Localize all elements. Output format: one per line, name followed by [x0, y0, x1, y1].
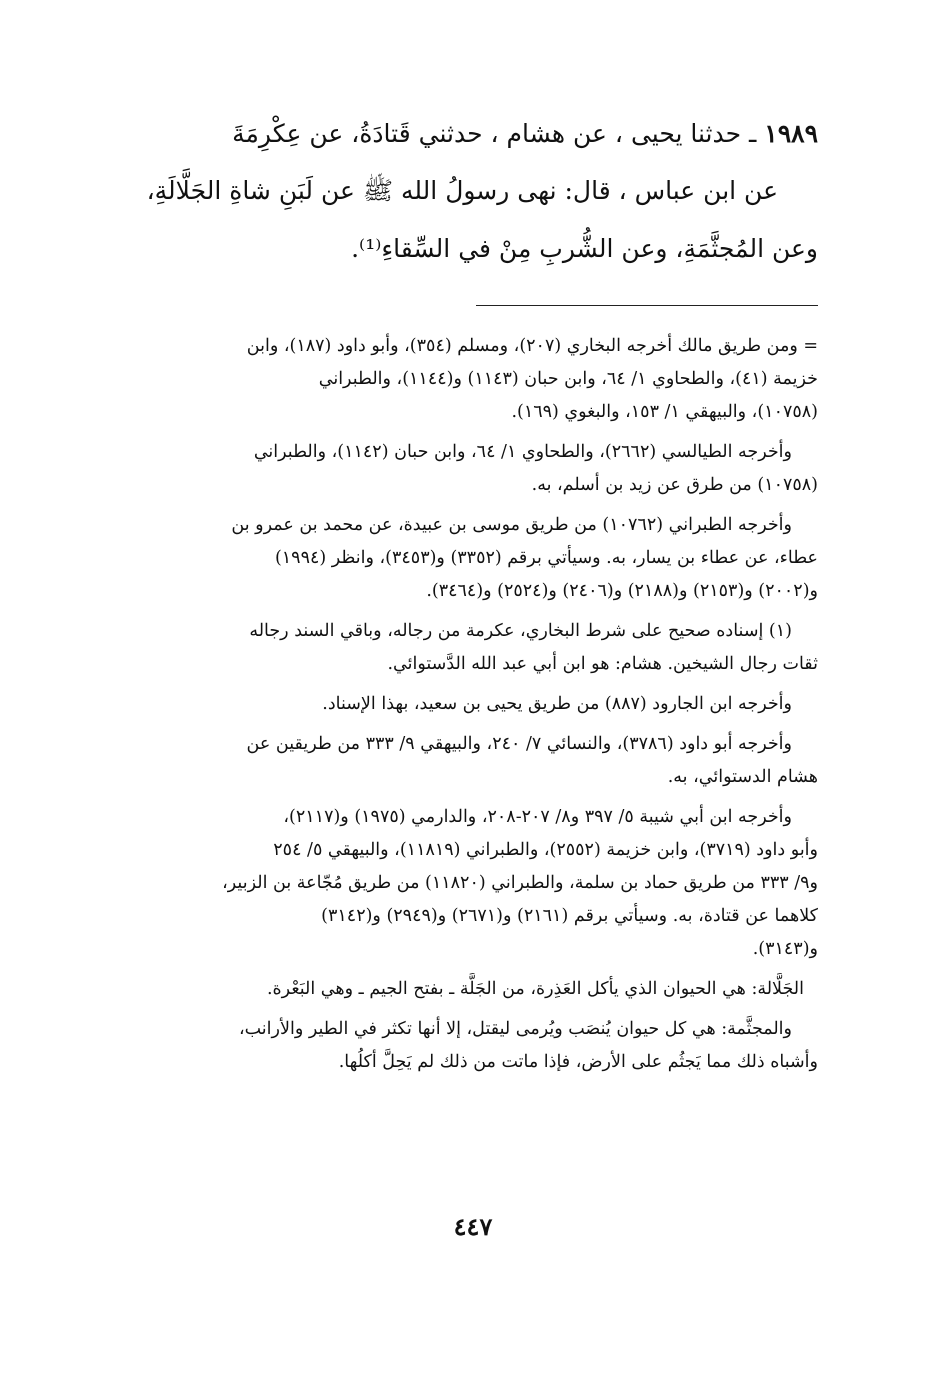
hadith-line-1: [118, 112, 818, 156]
footnote-line: (١٠٧٥٨) من طرق عن زيد بن أسلم، به.: [531, 475, 818, 495]
footnote-line: (١٠٧٥٨)، والبيهقي ١/ ١٥٣، والبغوي (١٦٩).: [511, 402, 818, 422]
footnotes: [126, 330, 818, 1079]
footnote-line: = ومن طريق مالك أخرجه البخاري (٢٠٧)، ومسلم (٣٥٤)، وأبو داود (١٨٧)، وابن: [246, 336, 818, 356]
footnote-line: والمجثَّمة: هي كل حيوان يُنصَب ويُرمى ليقتل، إلا أنها تكثر في الطير والأرانب،: [238, 1019, 792, 1039]
footnote-line: وأخرجه ابن أبي شيبة ٥/ ٣٩٧ و٨/ ٢٠٧-٢٠٨، والدارمي (١٩٧٥) و(٢١١٧)،: [283, 807, 792, 827]
footnote-line: الجَلَّالة: هي الحيوان الذي يأكل العَذِرة، من الجَلَّة ـ بفتح الجيم ـ وهي البَعْرة.: [266, 979, 804, 999]
page-number: ٤٤٧: [453, 1212, 493, 1241]
hadith-text: [118, 112, 818, 278]
footnote-line: وأشباه ذلك مما يَجثُم على الأرض، فإذا ماتت من ذلك لم يَحِلَّ أكلُها.: [338, 1052, 818, 1072]
footnote-line: وأخرجه الطيالسي (٢٦٦٢)، والطحاوي ١/ ٦٤، وابن حبان (١١٤٢)، والطبراني: [253, 442, 792, 462]
footnote-line: و(٢٠٠٢) و(٢١٥٣) و(٢١٨٨) و(٢٤٠٦) و(٢٥٢٤) و(٣٤٦٤).: [426, 581, 818, 601]
footnote-line: و(٣١٤٣).: [752, 939, 818, 959]
hadith-line-3: وعن المُجثَّمَةِ، وعن الشُّربِ مِنْ في السِّقاءِ⁽¹⁾.: [351, 234, 818, 263]
footnote-line: وأخرجه ابن الجارود (٨٨٧) من طريق يحيى بن سعيد، بهذا الإسناد.: [322, 694, 792, 714]
footnote-line: وأبو داود (٣٧١٩)، وابن خزيمة (٢٥٥٢)، والطبراني (١١٨١٩)، والبيهقي ٥/ ٢٥٤: [273, 840, 818, 860]
footnote-line: و٩/ ٣٣٣ من طريق حماد بن سلمة، والطبراني (١١٨٢٠) من طريق مُجّاعة بن الزبير،: [222, 873, 818, 893]
footnote-line: هشام الدستوائي، به.: [667, 767, 818, 787]
footnote-line: كلاهما عن قتادة، به. وسيأتي برقم (٢١٦١) و(٢٦٧١) و(٢٩٤٩) و(٣١٤٢): [321, 906, 818, 926]
hadith-line-2: عن ابن عباس ، قال: نهى رسولُ الله ﷺ عن لَبَنِ شاةِ الجَلَّالَةِ،: [146, 176, 778, 205]
footnote-line: ثقات رجال الشيخين. هشام: هو ابن أبي عبد الله الدَّستوائي.: [387, 654, 818, 674]
footnote-divider: [476, 305, 818, 306]
footnote-line: عطاء، عن عطاء بن يسار، به. وسيأتي برقم (٣٣٥٢) و(٣٤٥٣)، وانظر (١٩٩٤): [274, 548, 818, 568]
hadith-number: ١٩٨٩: [764, 119, 818, 148]
footnote-line: وأخرجه أبو داود (٣٧٨٦)، والنسائي ٧/ ٢٤٠، والبيهقي ٩/ ٣٣٣ من طريقين عن: [246, 734, 792, 754]
footnote-line: وأخرجه الطبراني (١٠٧٦٢) من طريق موسى بن عبيدة، عن محمد بن عمرو بن: [231, 515, 792, 535]
footnote-line: (١) إسناده صحيح على شرط البخاري، عكرمة من رجاله، وباقي السند رجاله: [249, 621, 792, 641]
footnote-line: خزيمة (٤١)، والطحاوي ١/ ٦٤، وابن حبان (١١٤٣) و(١١٤٤)، والطبراني: [318, 369, 818, 389]
hadith-line-1-text: ـ حدثنا يحيى ، عن هشام ، حدثني قَتادَةُ، عن عِكْرِمَةَ: [232, 119, 757, 148]
